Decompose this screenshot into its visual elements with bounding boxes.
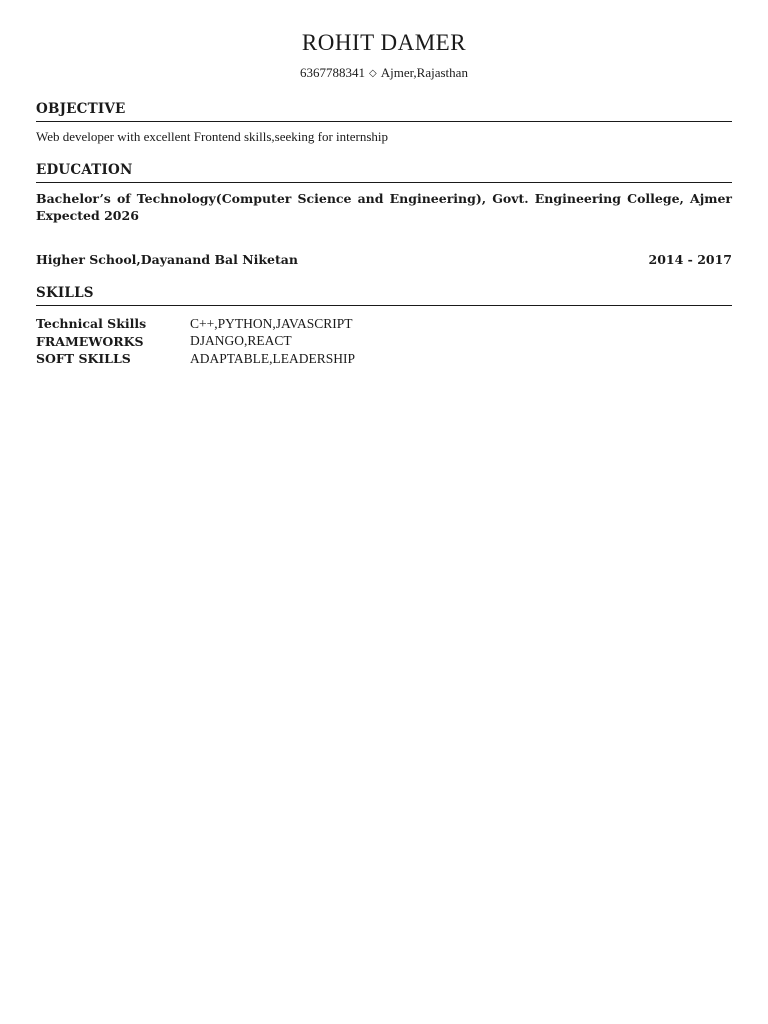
education-degree: Bachelor’s of Technology(Computer Science and Engineering), Govt. Engineering College, Ajmer Expected 2026 bbox=[36, 191, 732, 223]
skill-row bbox=[36, 315, 732, 333]
skills-table bbox=[36, 315, 732, 368]
skill-row bbox=[36, 350, 732, 368]
skill-value: DJANGO,REACT bbox=[190, 333, 292, 349]
location: Ajmer,Rajasthan bbox=[380, 65, 468, 80]
skill-value: C++,PYTHON,JAVASCRIPT bbox=[190, 315, 353, 331]
education-school: Higher School,Dayanand Bal Niketan bbox=[36, 252, 298, 267]
skill-value: ADAPTABLE,LEADERSHIP bbox=[190, 350, 356, 366]
education-school-row bbox=[36, 252, 732, 267]
candidate-name: ROHIT DAMER bbox=[301, 30, 467, 55]
skill-label: SOFT SKILLS bbox=[36, 351, 131, 367]
skill-label: Technical Skills bbox=[36, 316, 147, 332]
contact-line bbox=[36, 65, 732, 81]
objective-heading: OBJECTIVE bbox=[36, 101, 732, 122]
education-school-years: 2014 - 2017 bbox=[648, 252, 732, 267]
resume-page bbox=[36, 0, 732, 1024]
skill-label: FRAMEWORKS bbox=[36, 333, 144, 349]
objective-text: Web developer with excellent Frontend skills,seeking for internship bbox=[36, 129, 389, 144]
skill-row bbox=[36, 333, 732, 351]
diamond-separator-icon: ◇ bbox=[369, 68, 377, 79]
phone-number: 6367788341 bbox=[300, 65, 366, 80]
education-heading: EDUCATION bbox=[36, 162, 732, 183]
skills-heading: SKILLS bbox=[36, 285, 732, 306]
